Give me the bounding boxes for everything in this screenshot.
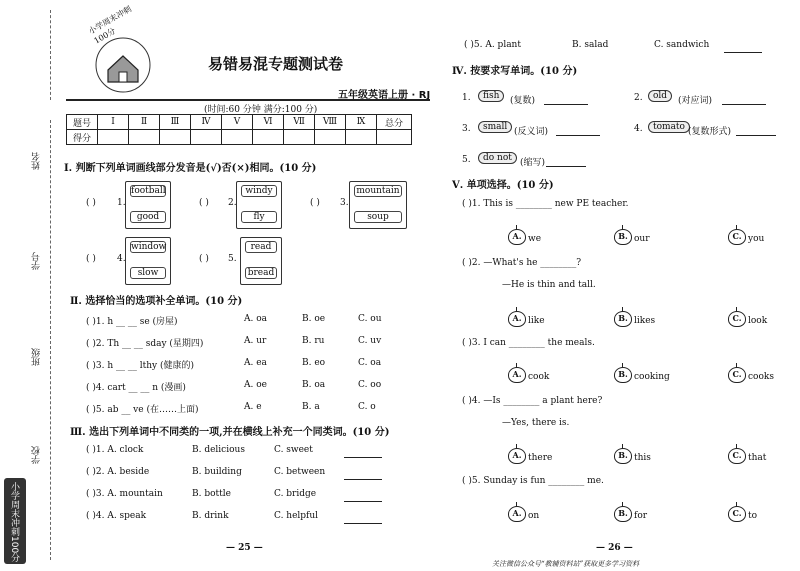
option-c[interactable]: C. oo (358, 380, 382, 390)
word-2: good (130, 211, 166, 223)
word-pill: fish (478, 90, 504, 102)
question: ( )2. —What's he ________? (462, 258, 582, 268)
option-b[interactable]: B. bottle (192, 489, 231, 499)
apple-a-icon[interactable]: A. (508, 506, 526, 522)
logo-text: 小学周末冲刺100分 (87, 4, 134, 46)
option-c[interactable]: C. ou (358, 314, 382, 324)
hint: (缩写) (520, 158, 546, 168)
section5-title: Ⅴ. 单项选择。(10 分) (452, 180, 554, 191)
word-1: mountain (354, 185, 402, 197)
option-c[interactable]: C. between (274, 467, 326, 477)
item-number: 3. (462, 124, 471, 134)
option-b[interactable]: cooking (634, 372, 670, 382)
question: ( )1. A. clock (86, 445, 144, 455)
option-a[interactable]: A. oe (244, 380, 267, 390)
time-info: (时间:60 分钟 满分:100 分) (204, 105, 318, 115)
word-pill: tomato (648, 121, 690, 133)
score-header: Ⅱ (129, 115, 160, 130)
option-b[interactable]: B. oa (302, 380, 326, 390)
section4-title: Ⅳ. 按要求写单词。(10 分) (452, 66, 578, 77)
question: ( )2. A. beside (86, 467, 150, 477)
apple-a-icon[interactable]: A. (508, 229, 526, 245)
question: ( )3. I can ________ the meals. (462, 338, 595, 348)
option-a[interactable]: we (528, 234, 542, 244)
logo (87, 4, 152, 94)
question: ( )1. This is ________ new PE teacher. (462, 199, 629, 209)
hint: (复数形式) (688, 127, 732, 137)
apple-c-icon[interactable]: C. (728, 311, 746, 327)
score-cell[interactable] (346, 130, 377, 145)
option-c[interactable]: C. sandwich (654, 40, 710, 50)
item-number: 1. (462, 93, 471, 103)
option-c[interactable]: C. helpful (274, 511, 319, 521)
word-2: soup (354, 211, 402, 223)
answer-blank[interactable] (544, 104, 588, 105)
section3-title: Ⅲ. 选出下列单词中不同类的一项,并在横线上补充一个同类词。(10 分) (70, 427, 390, 438)
option-a[interactable]: A. e (244, 402, 262, 412)
score-header: Ⅶ (284, 115, 315, 130)
answer-blank[interactable] (344, 523, 382, 524)
option-b[interactable]: B. a (302, 402, 320, 412)
question: ( )5. Sunday is fun ________ me. (462, 476, 604, 486)
answer-blank[interactable] (736, 135, 776, 136)
option-a[interactable]: A. ea (244, 358, 267, 368)
score-header: 总分 (377, 115, 412, 130)
option-c[interactable]: that (748, 453, 767, 463)
score-header: Ⅷ (315, 115, 346, 130)
word-1: read (245, 241, 277, 253)
option-a[interactable]: like (528, 316, 545, 326)
word-pill: old (648, 90, 672, 102)
hint: (复数) (510, 96, 536, 106)
question: ( )5. A. plant (464, 40, 521, 50)
word-2: fly (241, 211, 277, 223)
answer-blank[interactable] (344, 479, 382, 480)
option-b[interactable]: B. eo (302, 358, 326, 368)
option-c[interactable]: C. bridge (274, 489, 317, 499)
word-pill: small (478, 121, 512, 133)
option-b[interactable]: B. ru (302, 336, 325, 346)
score-header: Ⅴ (222, 115, 253, 130)
answer-blank[interactable] (344, 501, 382, 502)
score-cell[interactable] (191, 130, 222, 145)
option-c[interactable]: look (748, 316, 768, 326)
option-b[interactable]: B. drink (192, 511, 229, 521)
question: ( )4. —Is ________ a plant here? (462, 396, 603, 406)
item-number: 5. (228, 254, 237, 264)
option-a[interactable]: there (528, 453, 553, 463)
score-header: Ⅲ (160, 115, 191, 130)
option-c[interactable]: to (748, 511, 758, 521)
hint: (反义词) (514, 127, 549, 137)
answer-paren[interactable]: ( ) (199, 254, 209, 264)
option-b[interactable]: B. oe (302, 314, 326, 324)
score-table (66, 114, 412, 145)
answer-paren[interactable]: ( ) (86, 198, 96, 208)
word-1: windy (241, 185, 277, 197)
item-number: 4. (117, 254, 126, 264)
id-label: 学号 (32, 252, 42, 270)
answer-text: —Yes, there is. (502, 418, 570, 428)
option-c[interactable]: C. sweet (274, 445, 313, 455)
option-b[interactable]: likes (634, 316, 656, 326)
option-b[interactable]: B. delicious (192, 445, 245, 455)
apple-b-icon[interactable]: B. (614, 229, 632, 245)
score-cell[interactable] (284, 130, 315, 145)
score-header: Ⅰ (98, 115, 129, 130)
apple-a-icon[interactable]: A. (508, 448, 526, 464)
section1-title: Ⅰ. 判断下列单词画线部分发音是(√)否(×)相同。(10 分) (64, 163, 317, 174)
apple-b-icon[interactable]: B. (614, 448, 632, 464)
score-cell[interactable] (253, 130, 284, 145)
name-label: 姓名 (32, 152, 42, 170)
item-number: 5. (462, 155, 471, 165)
answer-text: —He is thin and tall. (502, 280, 596, 290)
apple-c-icon[interactable]: C. (728, 448, 746, 464)
option-b[interactable]: for (634, 511, 648, 521)
apple-c-icon[interactable]: C. (728, 229, 746, 245)
answer-paren[interactable]: ( ) (86, 254, 96, 264)
question: ( )3. h __ __ lthy (健康的) (86, 361, 194, 371)
word-2: slow (130, 267, 166, 279)
item-number: 1. (117, 198, 126, 208)
word-2: bread (245, 267, 277, 279)
option-a[interactable]: A. ur (244, 336, 267, 346)
score-header: 题号 (67, 115, 98, 130)
page-number-left: — 25 — (226, 543, 263, 553)
score-cell[interactable] (98, 130, 129, 145)
option-b[interactable]: this (634, 453, 651, 463)
question: ( )4. cart __ __ n (漫画) (86, 383, 186, 393)
option-c[interactable]: cooks (748, 372, 774, 382)
question: ( )5. ab __ ve (在……上面) (86, 405, 199, 415)
answer-paren[interactable]: ( ) (199, 198, 209, 208)
apple-b-icon[interactable]: B. (614, 506, 632, 522)
score-cell[interactable] (222, 130, 253, 145)
page-number-right: — 26 — (596, 543, 633, 553)
item-number: 2. (228, 198, 237, 208)
apple-c-icon[interactable]: C. (728, 506, 746, 522)
apple-b-icon[interactable]: B. (614, 367, 632, 383)
brand-text: 小学周末冲刺100分 (9, 482, 19, 563)
apple-a-icon[interactable]: A. (508, 311, 526, 327)
score-row-label: 得分 (67, 130, 98, 145)
word-pill: do not (478, 152, 517, 164)
option-b[interactable]: our (634, 234, 650, 244)
question: ( )1. h __ __ se (房屋) (86, 317, 178, 327)
footer-note: 关注微信公众号“教辅资料站”获取更多学习资料 (492, 560, 640, 568)
score-cell[interactable] (160, 130, 191, 145)
answer-blank[interactable] (556, 135, 600, 136)
word-1: football (131, 186, 166, 196)
section2-title: Ⅱ. 选择恰当的选项补全单词。(10 分) (70, 296, 243, 307)
option-c[interactable]: C. o (358, 402, 376, 412)
brand-badge (4, 478, 26, 564)
option-a[interactable]: on (528, 511, 540, 521)
word-1: window (131, 242, 167, 252)
score-header: Ⅳ (191, 115, 222, 130)
answer-blank[interactable] (344, 457, 382, 458)
logo-house-icon (94, 36, 152, 94)
option-c[interactable]: C. uv (358, 336, 382, 346)
apple-a-icon[interactable]: A. (508, 367, 526, 383)
answer-blank[interactable] (722, 104, 766, 105)
hint: (对应词) (678, 96, 713, 106)
option-a[interactable]: cook (528, 372, 550, 382)
score-header: Ⅵ (253, 115, 284, 130)
answer-paren[interactable]: ( ) (310, 198, 320, 208)
option-b[interactable]: B. building (192, 467, 242, 477)
question: ( )3. A. mountain (86, 489, 163, 499)
score-header: Ⅸ (346, 115, 377, 130)
item-number: 4. (634, 124, 643, 134)
score-cell[interactable] (315, 130, 346, 145)
apple-b-icon[interactable]: B. (614, 311, 632, 327)
question: ( )4. A. speak (86, 511, 147, 521)
item-number: 2. (634, 93, 643, 103)
item-number: 3. (340, 198, 349, 208)
option-a[interactable]: A. oa (244, 314, 268, 324)
option-b[interactable]: B. salad (572, 40, 609, 50)
school-label: 学校 (32, 446, 42, 464)
left-margin (0, 0, 58, 571)
option-c[interactable]: C. oa (358, 358, 382, 368)
answer-blank[interactable] (546, 166, 586, 167)
class-label: 班级 (32, 348, 42, 366)
score-cell[interactable] (377, 130, 412, 145)
page-title: 易错易混专题测试卷 (208, 55, 344, 73)
option-c[interactable]: you (748, 234, 765, 244)
apple-c-icon[interactable]: C. (728, 367, 746, 383)
answer-blank[interactable] (724, 52, 762, 53)
score-cell[interactable] (129, 130, 160, 145)
question: ( )2. Th __ __ sday (星期四) (86, 339, 204, 349)
page-subtitle: 五年级英语上册 · RJ (338, 90, 431, 101)
